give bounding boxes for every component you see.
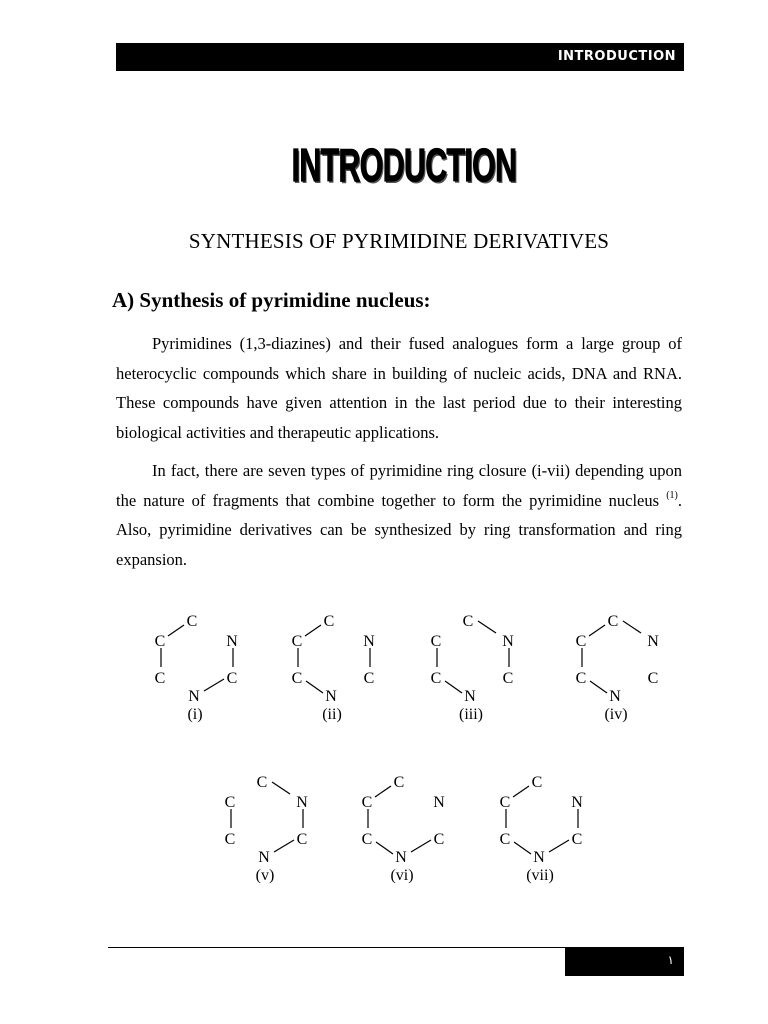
bond [204, 679, 224, 691]
atom-n: N [647, 633, 659, 650]
ring-closure-diagram [291, 603, 381, 728]
atom-c: C [393, 774, 405, 791]
bond [305, 625, 321, 636]
atom-n: N [571, 794, 583, 811]
atom-n: N [464, 688, 476, 705]
citation-ref: (1) [666, 489, 678, 501]
atom-c: C [291, 670, 303, 687]
atom-c: C [224, 794, 236, 811]
atom-c: C [430, 670, 442, 687]
bond [411, 840, 431, 852]
ring-closure-diagram [154, 603, 244, 728]
atom-c: C [462, 613, 474, 630]
bond [589, 625, 605, 636]
atom-c: C [361, 794, 373, 811]
footer-page-box [565, 948, 684, 976]
atom-c: C [226, 670, 238, 687]
ring-closure-diagram [361, 764, 451, 889]
diagram-label: (v) [255, 867, 275, 884]
atom-c: C [224, 831, 236, 848]
bond [274, 840, 294, 852]
atom-c: C [647, 670, 659, 687]
bond [623, 621, 641, 633]
sub-heading: A) Synthesis of pyrimidine nucleus: [112, 288, 431, 312]
atom-n: N [395, 849, 407, 866]
bond [478, 621, 496, 633]
ring-closure-diagram [499, 764, 589, 889]
bond [514, 842, 531, 854]
atom-n: N [296, 794, 308, 811]
ring-closure-6 [361, 764, 451, 894]
atom-c: C [430, 633, 442, 650]
atom-c: C [256, 774, 268, 791]
bond [168, 625, 184, 636]
diagram-label: (ii) [322, 706, 342, 723]
atom-n: N [325, 688, 337, 705]
atom-c: C [607, 613, 619, 630]
atom-c: C [531, 774, 543, 791]
atom-c: C [433, 831, 445, 848]
ring-closure-2 [291, 603, 381, 733]
atom-c: C [154, 670, 166, 687]
paragraph-2 [116, 456, 682, 574]
diagram-label: (i) [187, 706, 203, 723]
ring-closure-4 [575, 603, 665, 733]
atom-n: N [502, 633, 514, 650]
atom-c: C [363, 670, 375, 687]
running-header-label: INTRODUCTION [557, 49, 676, 64]
atom-c: C [502, 670, 514, 687]
diagram-label: (vii) [526, 867, 554, 884]
atom-c: C [186, 613, 198, 630]
paragraph-2-text-a: In fact, there are seven types of pyrimidine ring closure (i-vii) depending upon the nature of fragments that combine together to form the pyrimidine nucleus [116, 461, 682, 510]
running-header-bar [116, 43, 684, 71]
atom-n: N [226, 633, 238, 650]
diagram-label: (vi) [390, 867, 414, 884]
bond [376, 842, 393, 854]
ring-closure-3 [430, 603, 520, 733]
atom-c: C [575, 670, 587, 687]
ring-closure-diagram [224, 764, 314, 889]
atom-c: C [323, 613, 335, 630]
section-heading: SYNTHESIS OF PYRIMIDINE DERIVATIVES [188, 229, 610, 253]
atom-c: C [575, 633, 587, 650]
atom-n: N [363, 633, 375, 650]
ring-closure-7 [499, 764, 589, 894]
diagram-label: (iv) [604, 706, 628, 723]
paragraph-1-text: Pyrimidines (1,3-diazines) and their fused analogues form a large group of heterocyclic compounds which share in building of nucleic acids, DNA and RNA. These compounds have given attention in the last period due to their interesting biological activities and therapeutic applications. [116, 334, 682, 442]
atom-c: C [154, 633, 166, 650]
atom-c: C [571, 831, 583, 848]
atom-n: N [433, 794, 445, 811]
atom-n: N [258, 849, 270, 866]
atom-c: C [296, 831, 308, 848]
atom-c: C [499, 794, 511, 811]
atom-c: C [361, 831, 373, 848]
atom-n: N [188, 688, 200, 705]
atom-c: C [291, 633, 303, 650]
ring-closure-diagram [575, 603, 665, 728]
ring-closure-diagram [430, 603, 520, 728]
atom-c: C [499, 831, 511, 848]
diagram-label: (iii) [459, 706, 483, 723]
page-number: ١ [667, 953, 674, 967]
atom-n: N [533, 849, 545, 866]
bond [590, 681, 607, 693]
bond [306, 681, 323, 693]
bond [513, 786, 529, 797]
paragraph-1 [116, 329, 682, 447]
page-title: INTRODUCTION [291, 139, 517, 191]
bond [272, 782, 290, 794]
ring-closure-5 [224, 764, 314, 894]
bond [375, 786, 391, 797]
ring-closure-1 [154, 603, 244, 733]
bond [445, 681, 462, 693]
paragraph-2-text-b: . Also, pyrimidine derivatives can be synthesized by ring transformation and ring expansion. [116, 490, 682, 569]
bond [549, 840, 569, 852]
atom-n: N [609, 688, 621, 705]
